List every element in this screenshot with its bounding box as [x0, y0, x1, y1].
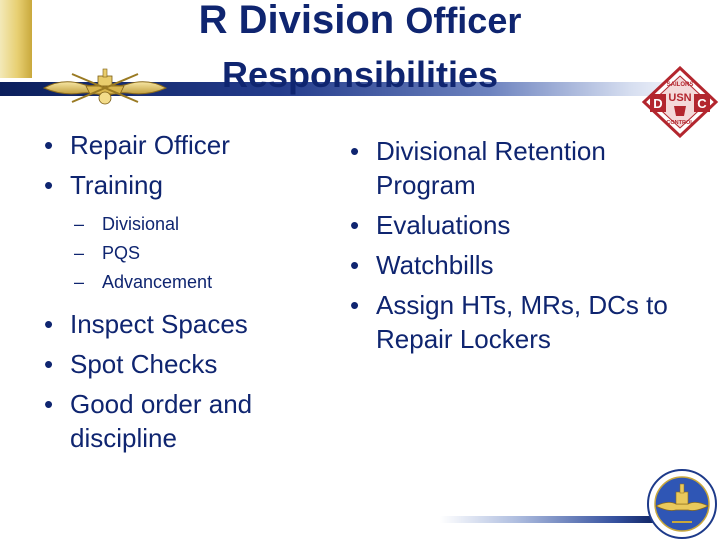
right-bullet-column	[350, 134, 710, 356]
dc-text-center: USN	[668, 92, 692, 104]
sub-item	[44, 268, 304, 297]
bullet-icon: •	[44, 170, 54, 200]
bullet-item	[44, 168, 304, 202]
left-bullet-column	[44, 128, 304, 455]
bullet-text: Training	[70, 170, 163, 200]
sub-item	[44, 210, 304, 239]
surface-warfare-seal-icon	[642, 466, 720, 540]
bullet-icon: •	[44, 349, 54, 379]
bullet-text: Good order and discipline	[70, 389, 253, 453]
bullet-icon: •	[350, 136, 360, 166]
footer-accent-bar	[440, 516, 660, 523]
dc-text-top: SAILORS	[666, 82, 694, 88]
sub-text: PQS	[102, 243, 141, 263]
bullet-text: Assign HTs, MRs, DCs to Repair Lockers	[376, 290, 668, 354]
bullet-icon: •	[350, 250, 360, 280]
slide-title-line2: Responsibilities	[221, 54, 499, 95]
bullet-item	[44, 387, 304, 455]
bullet-text: Repair Officer	[70, 130, 230, 160]
surface-warfare-insignia-icon	[42, 66, 168, 108]
bullet-icon: •	[44, 309, 54, 339]
dash-icon: –	[74, 272, 85, 292]
bullet-icon: •	[350, 290, 360, 320]
dc-letter-right: C	[697, 96, 707, 111]
bullet-item	[350, 208, 710, 242]
bullet-item	[350, 134, 710, 202]
dc-text-bottom: CONTROL	[666, 120, 694, 126]
bullet-item	[44, 347, 304, 381]
bullet-icon: •	[44, 389, 54, 419]
bullet-text: Watchbills	[376, 250, 494, 280]
bullet-icon: •	[44, 130, 54, 160]
bullet-text: Divisional Retention Program	[376, 136, 606, 200]
bullet-text: Spot Checks	[70, 349, 218, 379]
bullet-item	[350, 288, 710, 356]
sub-item	[44, 239, 304, 268]
bullet-item	[350, 248, 710, 282]
slide-title-line1	[0, 0, 720, 43]
bullet-item	[44, 307, 304, 341]
bullet-item	[44, 128, 304, 162]
sub-text: Divisional	[102, 214, 180, 234]
sub-text: Advancement	[102, 272, 213, 292]
dc-letter-left: D	[653, 96, 663, 111]
title-tail: Officer	[405, 0, 522, 41]
dash-icon: –	[74, 243, 85, 263]
bullet-icon: •	[350, 210, 360, 240]
bullet-text: Inspect Spaces	[70, 309, 248, 339]
title-main: R Division	[198, 0, 406, 42]
sub-list	[44, 210, 304, 297]
dash-icon: –	[74, 214, 85, 234]
bullet-text: Evaluations	[376, 210, 511, 240]
